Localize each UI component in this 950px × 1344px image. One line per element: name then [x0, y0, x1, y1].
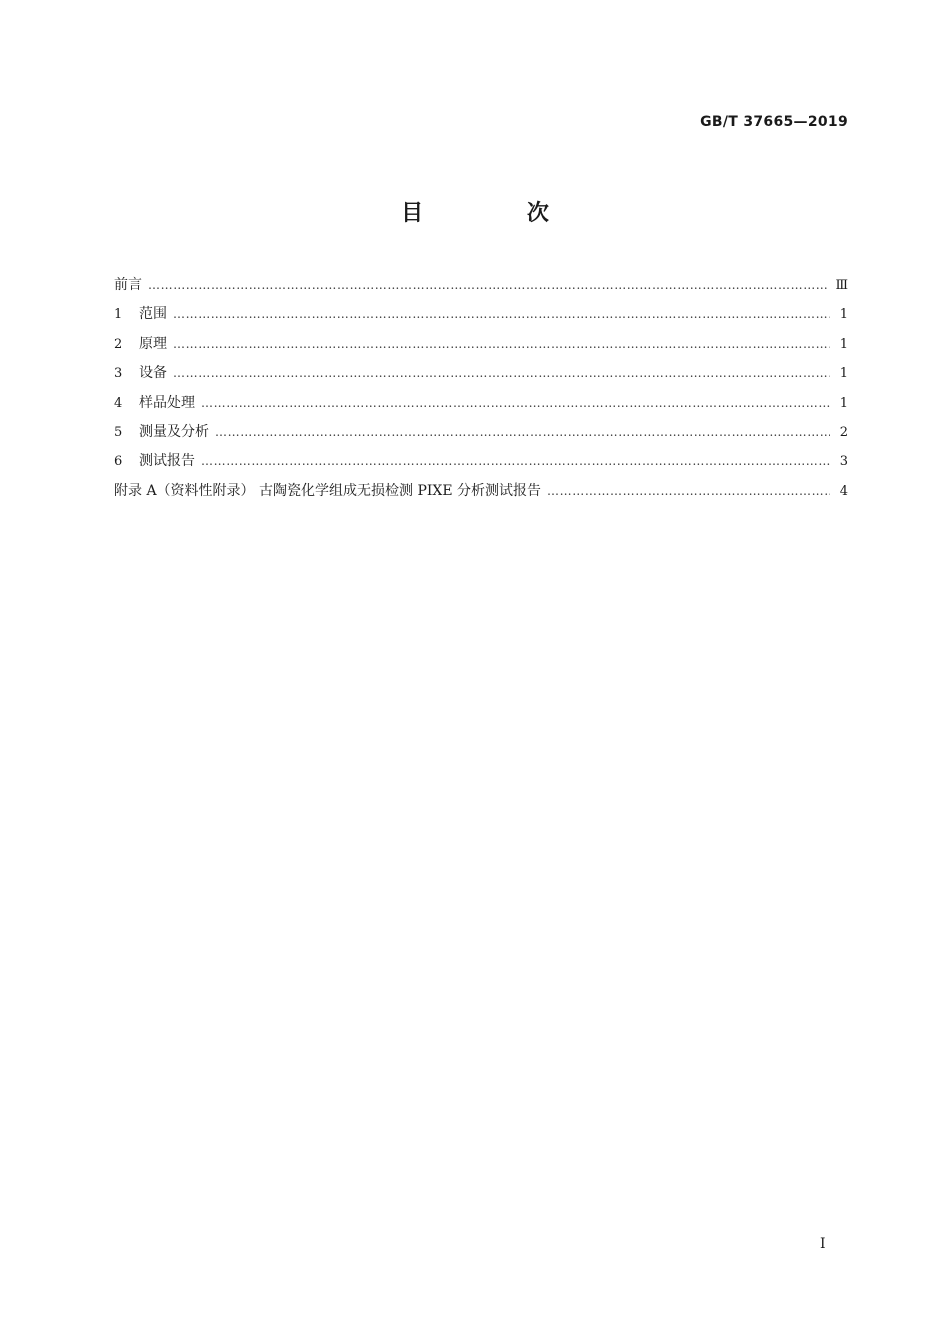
toc-dot-leader [148, 275, 829, 295]
toc-dot-leader [201, 451, 830, 471]
toc-entry-title: 前言 [114, 277, 142, 293]
toc-dot-leader [547, 481, 830, 501]
toc-dot-leader [173, 304, 830, 324]
standard-code: GB/T 37665—2019 [700, 114, 848, 130]
toc-entry-page: 3 [839, 454, 848, 470]
toc-entry-page: 1 [839, 336, 848, 352]
toc-entry-annex-a[interactable] [114, 481, 848, 510]
toc-dot-leader [173, 334, 830, 354]
toc-entry-number: 2 [114, 336, 123, 352]
toc-entry-page: 1 [839, 395, 848, 411]
toc-entry-number: 1 [114, 307, 123, 323]
table-of-contents [114, 275, 848, 510]
toc-entry-page: 1 [839, 307, 848, 323]
toc-dot-leader [215, 422, 830, 442]
toc-entry-title: 测量及分析 [139, 423, 209, 440]
toc-entry-title: 测试报告 [139, 453, 195, 470]
toc-entry-page: 2 [839, 424, 848, 440]
toc-dot-leader [173, 363, 830, 383]
page-title: 目 次 [401, 201, 597, 226]
toc-entry-number: 5 [114, 424, 123, 440]
toc-entry-1[interactable] [114, 304, 848, 333]
toc-entry-title: 原理 [139, 335, 167, 352]
toc-entry-page: 4 [839, 483, 848, 499]
toc-entry-title: 范围 [139, 306, 167, 323]
toc-entry-foreword[interactable] [114, 275, 848, 304]
toc-entry-page: Ⅲ [835, 278, 848, 293]
toc-entry-number: 3 [114, 366, 123, 382]
toc-entry-title: 样品处理 [139, 394, 195, 411]
toc-entry-number: 6 [114, 454, 123, 470]
toc-entry-2[interactable] [114, 334, 848, 363]
toc-entry-page: 1 [839, 366, 848, 382]
toc-entry-6[interactable] [114, 451, 848, 480]
toc-dot-leader [201, 393, 830, 413]
toc-entry-number: 4 [114, 395, 123, 411]
toc-entry-title: 设备 [139, 365, 167, 382]
toc-entry-title: 附录 A（资料性附录） 古陶瓷化学组成无损检测 PIXE 分析测试报告 [114, 482, 542, 499]
toc-entry-3[interactable] [114, 363, 848, 392]
toc-entry-5[interactable] [114, 422, 848, 451]
page-number: I [820, 1236, 826, 1252]
toc-entry-4[interactable] [114, 393, 848, 422]
